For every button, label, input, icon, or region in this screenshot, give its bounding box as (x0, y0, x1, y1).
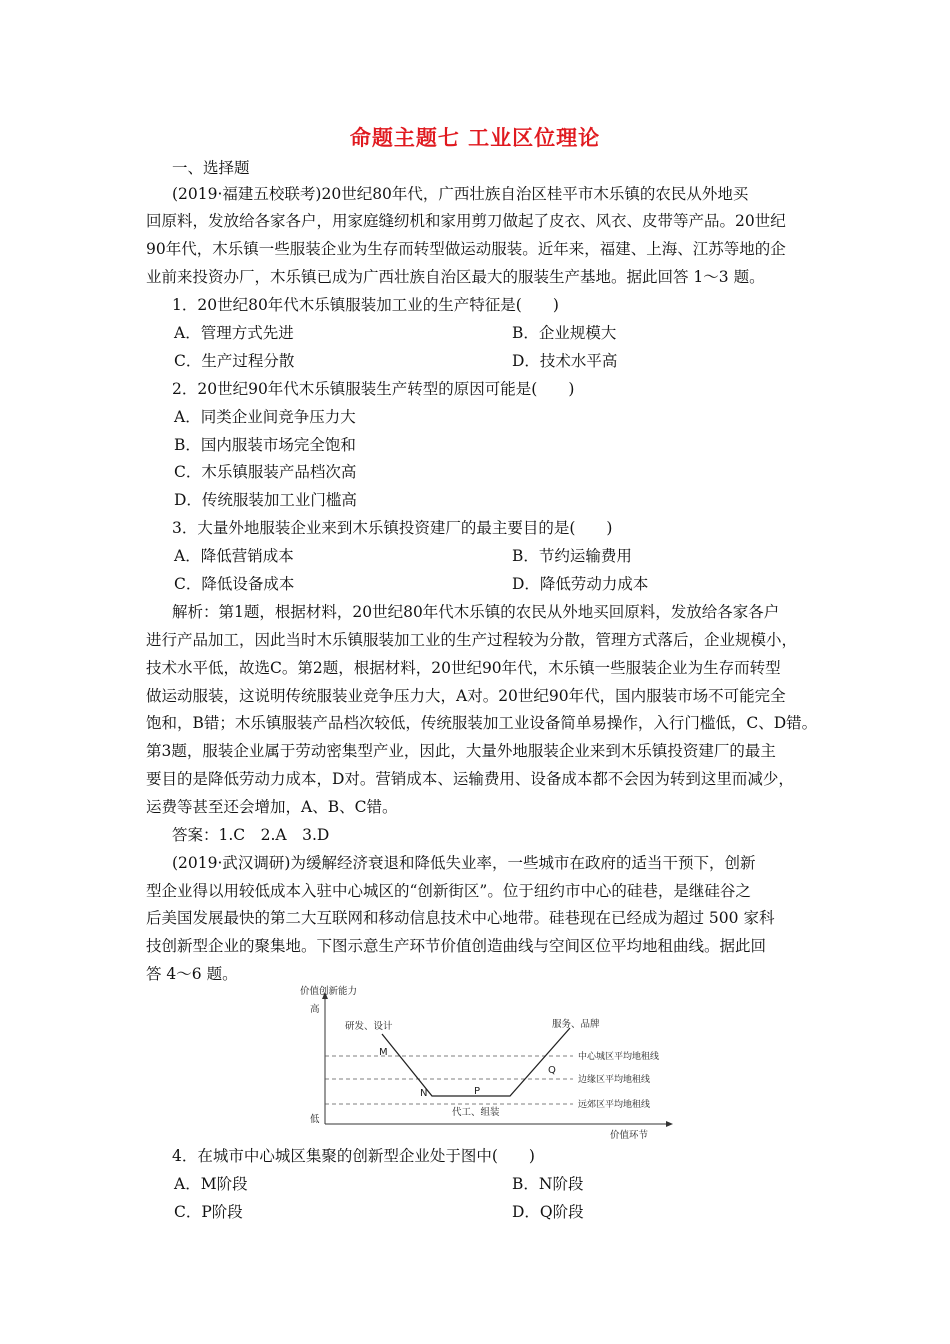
answer-line: 答案：1.C 2.A 3.D (172, 826, 330, 844)
question-2-option-c: C．木乐镇服装产品档次高 (174, 463, 357, 481)
stage-m-label: M (379, 1047, 388, 1058)
question-3-option-a: A．降低营销成本 (174, 547, 294, 565)
value-rent-diagram (290, 982, 680, 1142)
paragraph-line: (2019·福建五校联考)20世纪80年代，广西壮族自治区桂平市木乐镇的农民从外地买 (172, 185, 749, 203)
question-1-option-c: C．生产过程分散 (174, 352, 295, 370)
question-1-option-a: A．管理方式先进 (174, 324, 294, 342)
analysis-line: 饱和，B错；木乐镇服装产品档次较低，传统服装加工业设备简单易操作，入行门槛低，C、D错。 (146, 714, 818, 732)
question-4-stem: 4．在城市中心城区集聚的创新型企业处于图中( ) (172, 1147, 535, 1165)
question-4-option-c: C．P阶段 (174, 1203, 243, 1221)
paragraph-line: 答 4～6 题。 (146, 965, 238, 983)
x-axis-arrow (666, 1121, 673, 1127)
question-3-option-b: B．节约运输费用 (512, 547, 632, 565)
section-heading: 一、选择题 (172, 159, 250, 177)
analysis-line: 第3题，服装企业属于劳动密集型产业，因此，大量外地服装企业来到木乐镇投资建厂的最主 (146, 742, 776, 760)
paragraph-line: (2019·武汉调研)为缓解经济衰退和降低失业率，一些城市在政府的适当干预下，创新 (172, 854, 756, 872)
question-4-option-b: B．N阶段 (512, 1175, 584, 1193)
edge-rent-label: 边缘区平均地租线 (578, 1075, 651, 1085)
analysis-line: 技术水平低，故选C。第2题，根据材料，20世纪90年代，木乐镇一些服装企业为生存而转型 (146, 659, 781, 677)
oem-assembly-label: 代工、组装 (452, 1107, 500, 1118)
analysis-line: 进行产品加工，因此当时木乐镇服装加工业的生产过程较为分散，管理方式落后，企业规模小， (146, 631, 798, 649)
paragraph-line: 型企业得以用较低成本入驻中心城区的“创新街区”。位于纽约市中心的硅巷，是继硅谷之 (146, 882, 751, 900)
stage-n-label: N (420, 1088, 428, 1099)
x-axis-label: 价值环节 (610, 1130, 649, 1141)
question-2-stem: 2．20世纪90年代木乐镇服装生产转型的原因可能是( ) (172, 380, 575, 398)
stage-q-label: Q (548, 1065, 556, 1076)
paragraph-line: 90年代，木乐镇一些服装企业为生存而转型做运动服装。近年来，福建、上海、江苏等地的企 (146, 240, 786, 258)
question-3-option-c: C．降低设备成本 (174, 575, 295, 593)
y-high-label: 高 (310, 1004, 320, 1015)
stage-p-label: P (474, 1086, 481, 1097)
y-low-label: 低 (310, 1114, 320, 1125)
question-1-option-d: D．技术水平高 (512, 352, 618, 370)
suburb-rent-label: 远郊区平均地租线 (578, 1100, 651, 1110)
question-3-option-d: D．降低劳动力成本 (512, 575, 649, 593)
question-1-stem: 1．20世纪80年代木乐镇服装加工业的生产特征是( ) (172, 296, 559, 314)
y-axis-label: 价值创新能力 (300, 986, 358, 997)
question-3-stem: 3．大量外地服装企业来到木乐镇投资建厂的最主要目的是( ) (172, 519, 613, 537)
question-4-option-a: A．M阶段 (174, 1175, 248, 1193)
question-2-option-a: A．同类企业间竞争压力大 (174, 408, 356, 426)
paragraph-line: 回原料，发放给各家各户，用家庭缝纫机和家用剪刀做起了皮衣、风衣、皮带等产品。20世纪 (146, 212, 786, 230)
rnd-design-label: 研发、设计 (345, 1021, 393, 1032)
service-brand-label: 服务、品牌 (552, 1019, 600, 1030)
question-2-option-d: D．传统服装加工业门槛高 (174, 491, 357, 509)
page-title: 命题主题七 工业区位理论 (349, 125, 601, 150)
paragraph-line: 技创新型企业的聚集地。下图示意生产环节价值创造曲线与空间区位平均地租曲线。据此回 (146, 937, 767, 955)
paragraph-line: 后美国发展最快的第二大互联网和移动信息技术中心地带。硅巷现在已经成为超过 500 家科 (146, 909, 775, 927)
question-1-option-b: B．企业规模大 (512, 324, 617, 342)
analysis-line: 运费等甚至还会增加，A、B、C错。 (146, 798, 398, 816)
analysis-line: 要目的是降低劳动力成本，D对。营销成本、运输费用、设备成本都不会因为转到这里而减少， (146, 770, 794, 788)
paragraph-line: 业前来投资办厂，木乐镇已成为广西壮族自治区最大的服装生产基地。据此回答 1～3 题。 (146, 268, 765, 286)
question-2-option-b: B．国内服装市场完全饱和 (174, 436, 356, 454)
analysis-line: 解析：第1题，根据材料，20世纪80年代木乐镇的农民从外地买回原料，发放给各家各户 (172, 603, 780, 621)
question-4-option-d: D．Q阶段 (512, 1203, 584, 1221)
center-rent-label: 中心城区平均地租线 (578, 1052, 660, 1062)
analysis-line: 做运动服装，这说明传统服装业竞争压力大，A对。20世纪90年代，国内服装市场不可能完全 (146, 687, 786, 705)
